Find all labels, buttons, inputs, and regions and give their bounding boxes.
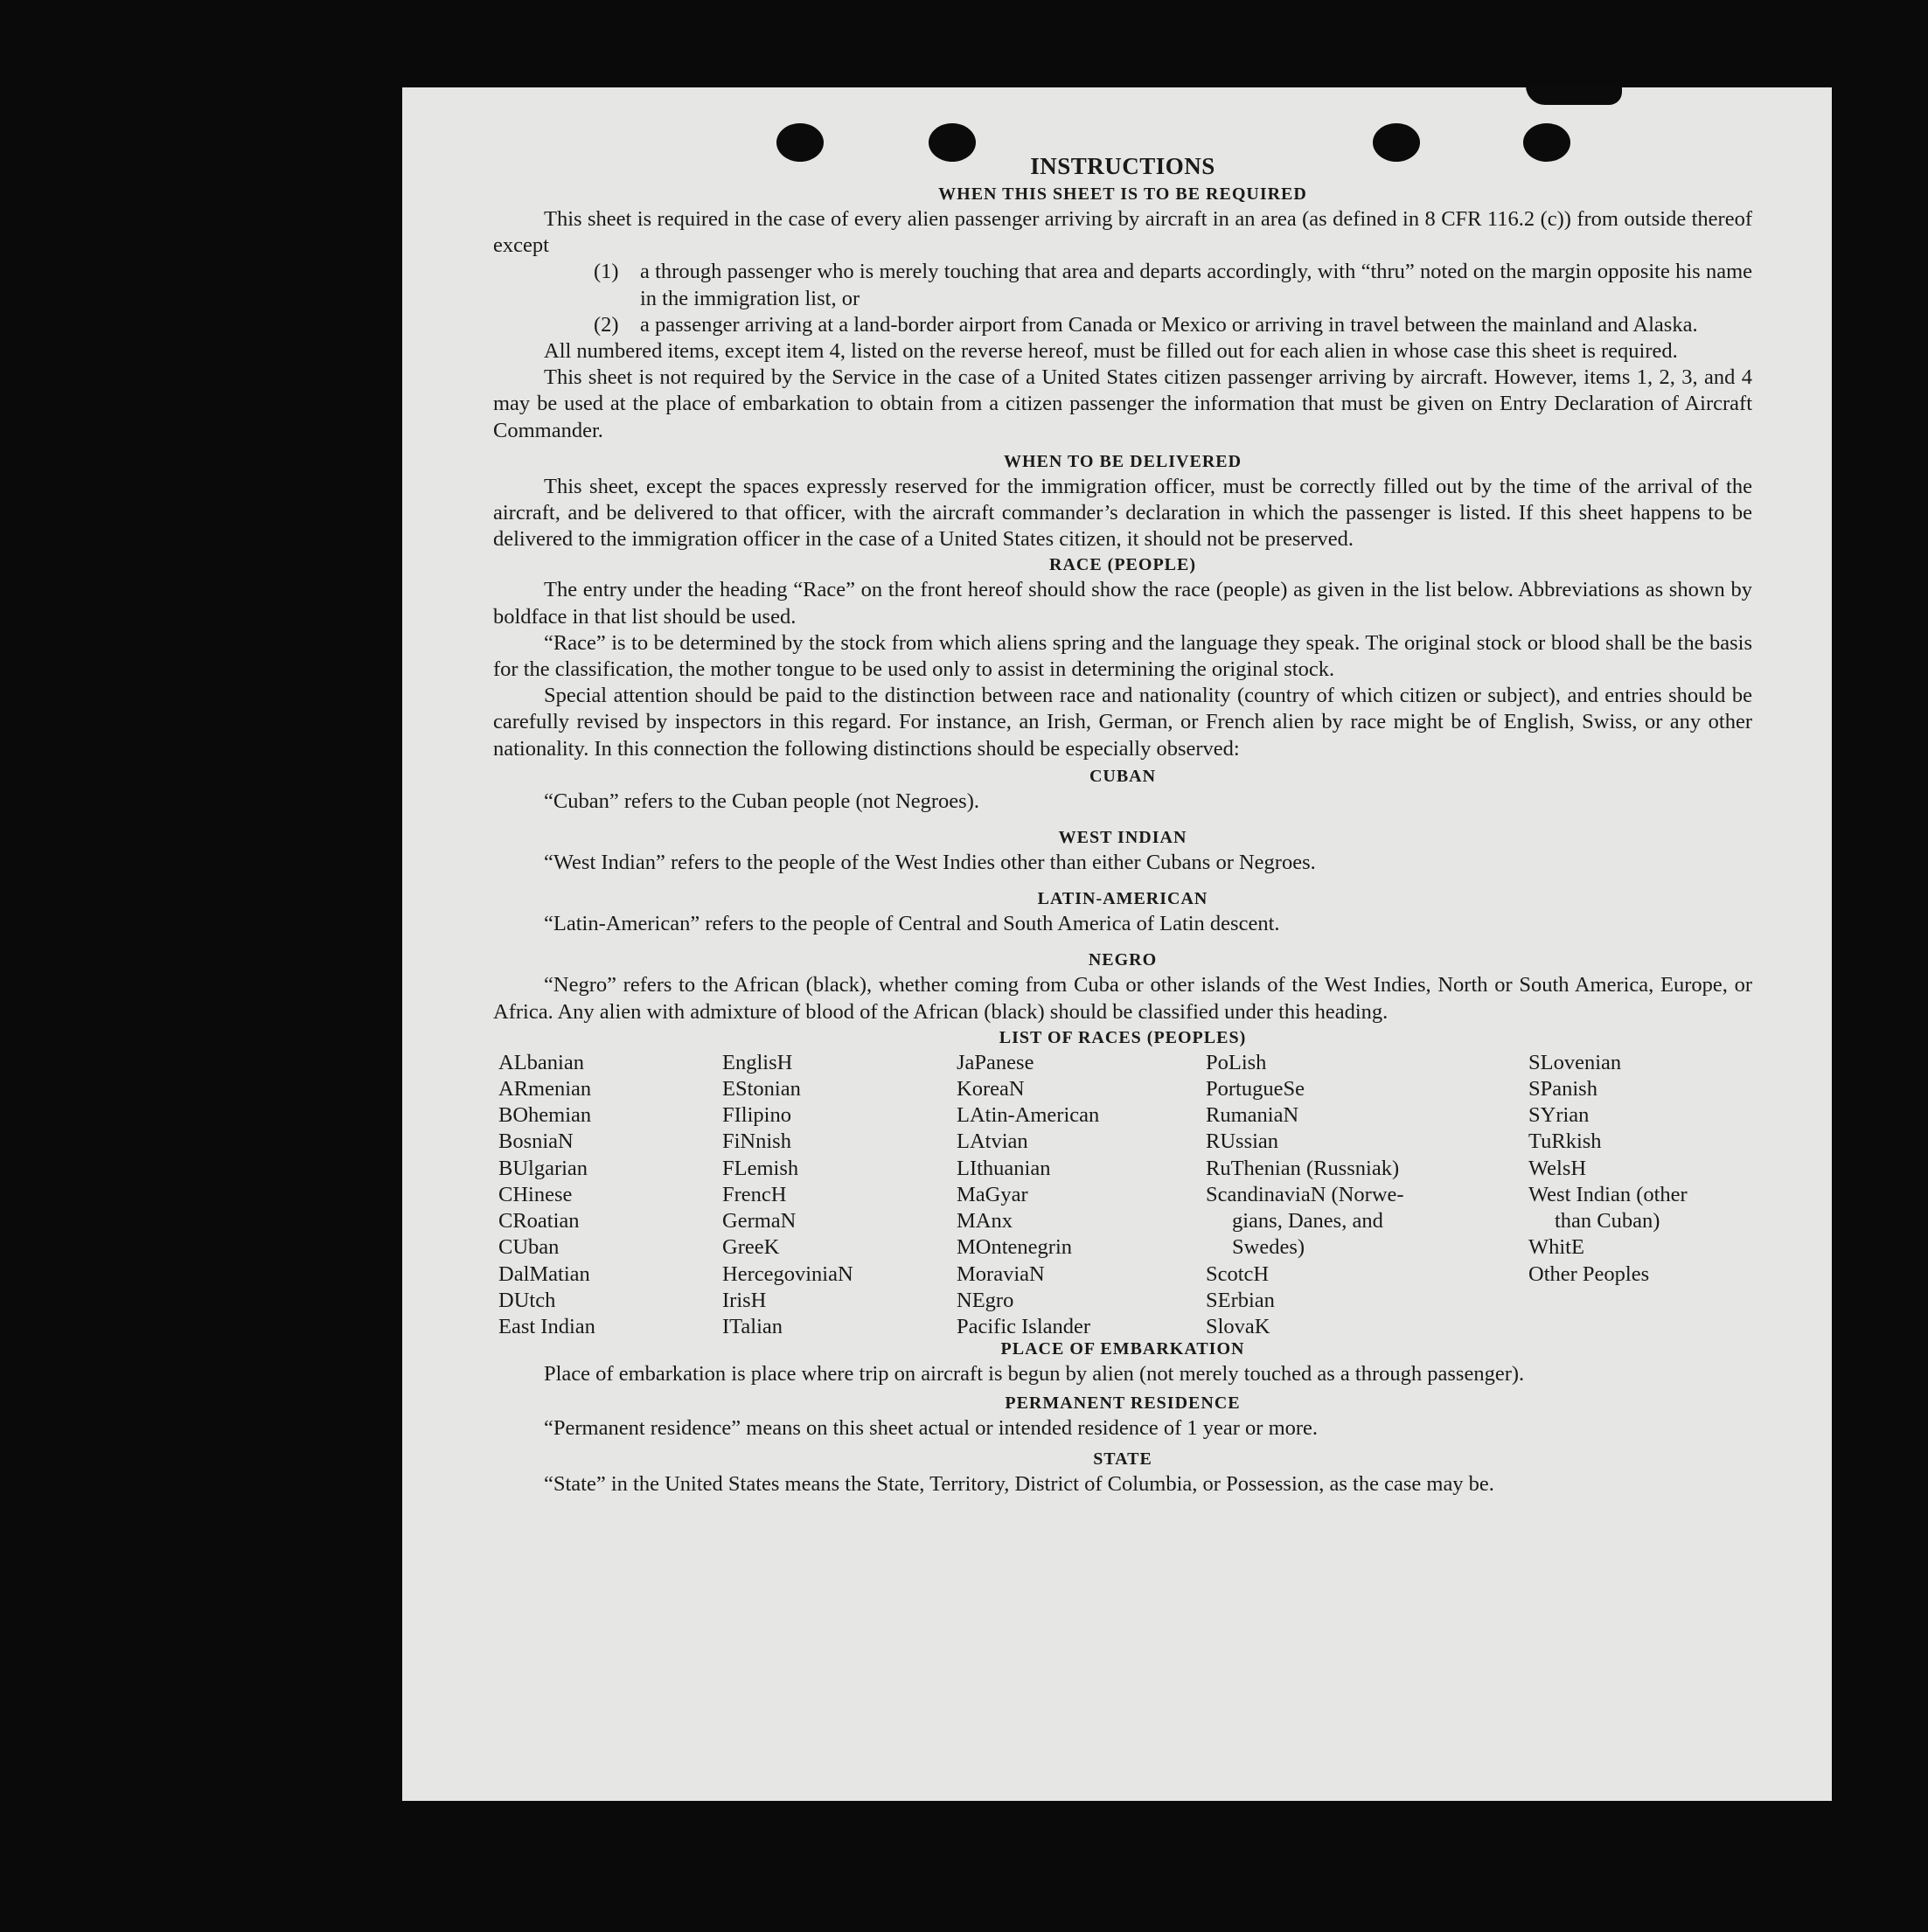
page-title: INSTRUCTIONS xyxy=(1030,153,1215,179)
race-entry: SErbian xyxy=(1206,1288,1275,1312)
section-heading: RACE (PEOPLE) xyxy=(1049,555,1196,575)
paragraph: “Race” is to be determined by the stock from which aliens spring and the language they speak. The original stock or blood shall be the basis for the classification, the mother tongue to be used only to assist in determining the original stock. xyxy=(493,630,1752,682)
section-heading: NEGRO xyxy=(1088,950,1158,970)
paragraph: “State” in the United States means the State, Territory, District of Columbia, or Possession, as the case may be. xyxy=(544,1472,1494,1497)
paragraph: Special attention should be paid to the distinction between race and nationality (country of which citizen or subject), and entries should be carefully revised by inspectors in this regard. For instance, an Irish, German, or French alien by race might be of English, Swiss, or any other nationality. In this connection the following distinctions should be especially observed: xyxy=(493,684,1752,761)
instructions-text xyxy=(493,150,1752,1498)
race-entry: East Indian xyxy=(498,1314,595,1338)
race-entry: ScotcH xyxy=(1206,1261,1270,1286)
race-entry: TuRkish xyxy=(1528,1129,1602,1154)
race-entry: FrencH xyxy=(722,1182,787,1206)
list-item xyxy=(594,312,1752,338)
race-entry: EnglisH xyxy=(722,1050,793,1074)
item-number: (1) xyxy=(594,260,619,284)
race-entry: SPanish xyxy=(1528,1077,1597,1102)
race-entry: PortugueSe xyxy=(1206,1077,1305,1102)
race-entry: DalMatian xyxy=(498,1261,590,1286)
race-entry: FiNnish xyxy=(722,1129,791,1154)
section-heading: LATIN-AMERICAN xyxy=(1037,889,1208,909)
race-column xyxy=(1528,1050,1688,1288)
section-heading: STATE xyxy=(1093,1449,1152,1470)
race-entry: MAnx xyxy=(957,1209,1013,1234)
race-column xyxy=(1206,1050,1404,1340)
race-entry: DUtch xyxy=(498,1288,556,1312)
race-entry: PoLish xyxy=(1206,1050,1267,1074)
race-list xyxy=(493,1050,1752,1338)
paragraph: “Cuban” refers to the Cuban people (not Negroes). xyxy=(544,789,979,813)
race-entry: SlovaK xyxy=(1206,1314,1270,1338)
paragraph: This sheet, except the spaces expressly reserved for the immigration officer, must be correctly filled out by the time of the arrival of the aircraft, and be delivered to that officer, with the aircraft commander’s declaration in which the passenger is listed. If this sheet happens to be delivered to the immigration officer in the case of a United States citizen, it should not be preserved. xyxy=(493,474,1752,552)
race-entry: Swedes) xyxy=(1232,1235,1305,1260)
section-heading: PLACE OF EMBARKATION xyxy=(1000,1338,1245,1359)
item-text: a passenger arriving at a land-border airport from Canada or Mexico or arriving in travel between the mainland and Alaska. xyxy=(640,312,1698,337)
paragraph: “West Indian” refers to the people of the West Indies other than either Cubans or Negroes. xyxy=(544,851,1316,875)
race-entry: KoreaN xyxy=(957,1077,1025,1102)
race-entry: RumaniaN xyxy=(1206,1103,1299,1128)
race-entry: GermaN xyxy=(722,1209,797,1234)
race-entry: LAtvian xyxy=(957,1129,1028,1154)
section-heading: CUBAN xyxy=(1089,766,1157,786)
race-entry: CUban xyxy=(498,1235,560,1260)
paragraph: All numbered items, except item 4, listed on the reverse hereof, must be filled out for each alien in whose case this sheet is required. xyxy=(544,339,1678,364)
item-number: (2) xyxy=(594,312,619,337)
paragraph: “Permanent residence” means on this sheet actual or intended residence of 1 year or more. xyxy=(544,1416,1319,1441)
race-entry: Other Peoples xyxy=(1528,1261,1650,1286)
race-entry: BosniaN xyxy=(498,1129,574,1154)
race-entry: ARmenian xyxy=(498,1077,592,1102)
race-entry: MOntenegrin xyxy=(957,1235,1072,1260)
section-heading: WHEN TO BE DELIVERED xyxy=(1003,451,1242,471)
list-item xyxy=(594,259,1752,311)
paragraph: This sheet is required in the case of every alien passenger arriving by aircraft in an area (as defined in 8 CFR 116.2 (c)) from outside thereof except xyxy=(493,207,1752,258)
race-column xyxy=(498,1050,595,1340)
race-entry: ALbanian xyxy=(498,1050,584,1074)
race-entry: RUssian xyxy=(1206,1129,1279,1154)
race-entry: CHinese xyxy=(498,1182,573,1206)
race-entry: ScandinaviaN (Norwe- xyxy=(1206,1182,1404,1206)
race-entry: EStonian xyxy=(722,1077,801,1102)
item-text: a through passenger who is merely touching that area and departs accordingly, with “thru” noted on the margin opposite his name in the immigration list, or xyxy=(640,260,1752,310)
section-heading: PERMANENT RESIDENCE xyxy=(1005,1393,1241,1414)
paragraph: Place of embarkation is place where trip on aircraft is begun by alien (not merely touched as a through passenger). xyxy=(544,1361,1525,1386)
race-entry: WhitE xyxy=(1528,1235,1584,1260)
race-entry: West Indian (other xyxy=(1528,1182,1688,1206)
race-entry: SYrian xyxy=(1528,1103,1590,1128)
race-entry: BOhemian xyxy=(498,1103,592,1128)
race-entry: FIlipino xyxy=(722,1103,791,1128)
race-entry: SLovenian xyxy=(1528,1050,1622,1074)
race-column xyxy=(722,1050,853,1340)
race-entry: IrisH xyxy=(722,1288,767,1312)
race-entry: GreeK xyxy=(722,1235,780,1260)
race-entry: MoraviaN xyxy=(957,1261,1045,1286)
section-heading: WHEN THIS SHEET IS TO BE REQUIRED xyxy=(938,184,1307,204)
section-heading: LIST OF RACES (PEOPLES) xyxy=(999,1027,1247,1047)
race-entry: gians, Danes, and xyxy=(1232,1209,1383,1234)
paragraph: The entry under the heading “Race” on the front hereof should show the race (people) as given in the list below. Abbreviations as shown by boldface in that list should be used. xyxy=(493,578,1752,629)
race-entry: BUlgarian xyxy=(498,1156,588,1180)
race-entry: JaPanese xyxy=(957,1050,1034,1074)
race-entry: NEgro xyxy=(957,1288,1014,1312)
race-entry: LIthuanian xyxy=(957,1156,1051,1180)
race-entry: RuThenian (Russniak) xyxy=(1206,1156,1400,1180)
paragraph: This sheet is not required by the Service in the case of a United States citizen passenger arriving by aircraft. However, items 1, 2, 3, and 4 may be used at the place of embarkation to obtain from a citizen passenger the information that must be given on Entry Declaration of Aircraft Commander. xyxy=(493,365,1752,442)
race-entry: Pacific Islander xyxy=(957,1314,1091,1338)
race-entry: HercegoviniaN xyxy=(722,1261,853,1286)
section-heading: WEST INDIAN xyxy=(1058,828,1187,848)
race-entry: ITalian xyxy=(722,1314,783,1338)
paragraph: “Latin-American” refers to the people of Central and South America of Latin descent. xyxy=(544,912,1280,936)
race-column xyxy=(957,1050,1099,1340)
race-entry: WelsH xyxy=(1528,1156,1587,1180)
race-entry: LAtin-American xyxy=(957,1103,1100,1128)
race-entry: FLemish xyxy=(722,1156,799,1180)
torn-corner-mark xyxy=(1526,86,1622,105)
race-entry: MaGyar xyxy=(957,1182,1028,1206)
race-entry: CRoatian xyxy=(498,1209,580,1234)
race-entry: than Cuban) xyxy=(1555,1209,1660,1234)
paragraph: “Negro” refers to the African (black), whether coming from Cuba or other islands of the West Indies, North or South America, Europe, or Africa. Any alien with admixture of blood of the African (black) should be classified under this heading. xyxy=(493,973,1752,1024)
